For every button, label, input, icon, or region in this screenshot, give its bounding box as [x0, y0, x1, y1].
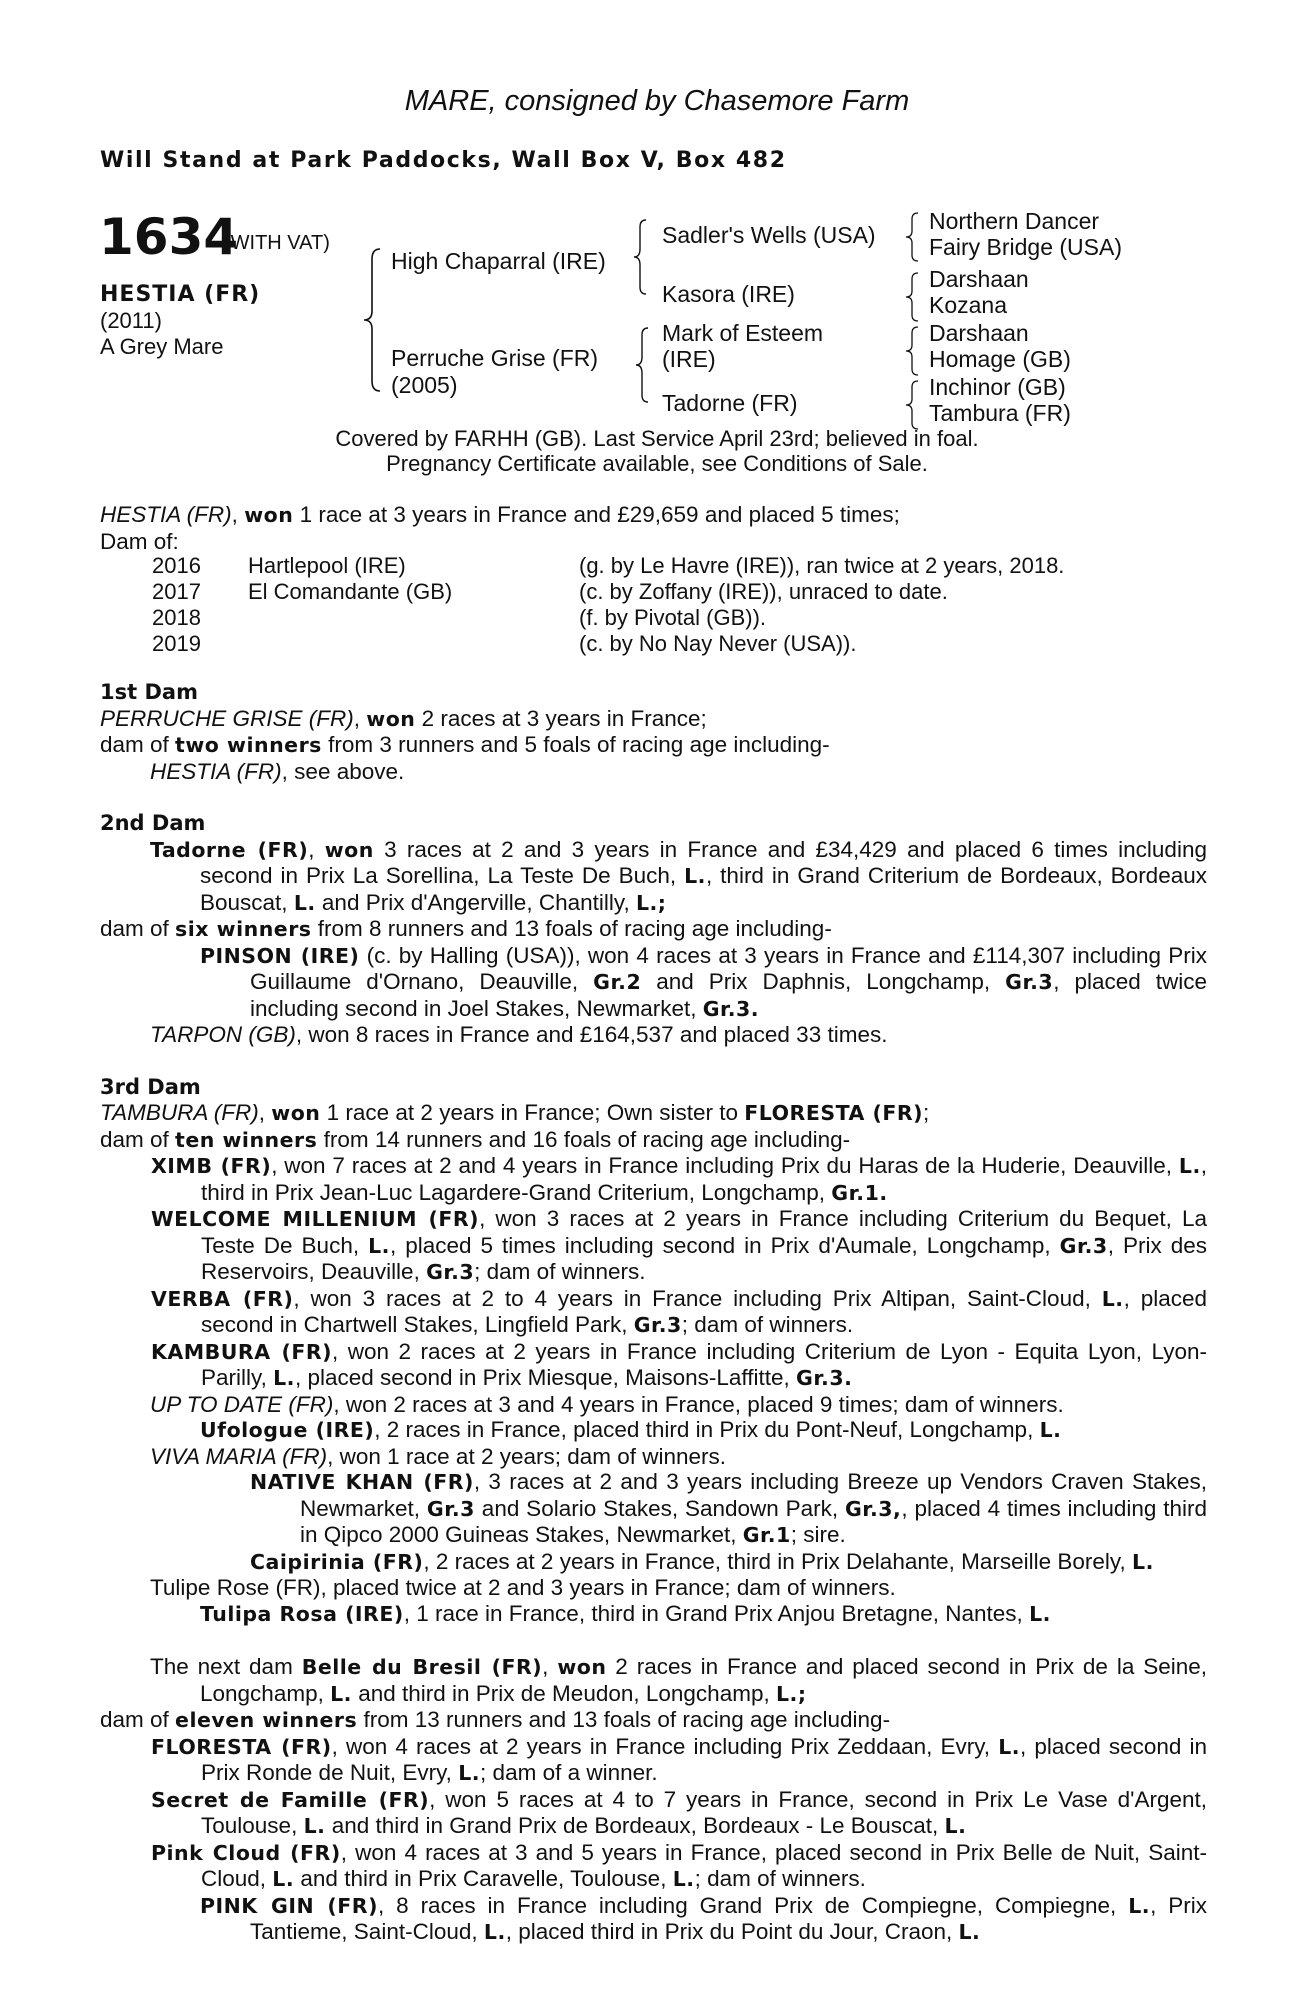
- listed-mark: L.: [998, 1734, 1021, 1759]
- record-text: , won 3 races at 2 years in France including Criterium du Bequet, La Teste De Buch,: [201, 1206, 1207, 1258]
- record-text: 3 races at 2 and 3 years in France and £34,429 and placed 6 times including second in Prix La Sorellina, La Teste De Buch,: [200, 836, 1207, 888]
- comma: ,: [231, 502, 245, 527]
- runners-text: from 3 runners and 5 foals of racing age including-: [321, 732, 830, 757]
- produce-name: Ufologue (IRE): [200, 1418, 375, 1442]
- produce-name: Pink Cloud (FR): [151, 1840, 341, 1865]
- produce-line: Tulipe Rose (FR), placed twice at 2 and 3 years in France; dam of winners.: [150, 1575, 896, 1600]
- pregnancy-note: Pregnancy Certificate available, see Conditions of Sale.: [386, 451, 928, 476]
- record-text: , placed second in Prix Miesque, Maisons-Laffitte,: [294, 1365, 797, 1390]
- record-text: , 8 races in France including Grand Prix de Compiegne, Compiegne,: [377, 1892, 1129, 1918]
- offspring-year: 2016: [152, 553, 201, 578]
- record-text: , won 3 races at 2 to 4 years in France including Prix Altipan, Saint-Cloud,: [293, 1285, 1102, 1311]
- produce-name: NATIVE KHAN (FR): [250, 1470, 474, 1494]
- group-mark: Gr.3.: [702, 996, 760, 1021]
- third-dam-name: TAMBURA (FR): [100, 1100, 259, 1125]
- record-text: ; dam of a winner.: [480, 1760, 658, 1785]
- pedigree-dam-sire: Mark of Esteem: [662, 320, 824, 346]
- record-text: , won 4 races at 2 years in France including Prix Zeddaan, Evry,: [331, 1733, 999, 1759]
- record-text: , won 4 races at 3 and 5 years in France, placed second in Prix Belle de Nuit, Saint-Cloud,: [201, 1839, 1207, 1891]
- offspring-name: [248, 631, 452, 657]
- produce-name: PINSON (IRE): [200, 943, 360, 968]
- pedigree-brace-ss: [902, 210, 924, 264]
- runners-text: from 8 runners and 13 foals of racing age including-: [311, 916, 832, 941]
- record-text: , placed third in Prix du Point du Jour, Craon,: [505, 1919, 959, 1944]
- produce-name: Tulipa Rosa (IRE): [200, 1601, 404, 1626]
- dam-of-text: dam of: [100, 916, 176, 941]
- produce-name: UP TO DATE (FR): [150, 1391, 334, 1417]
- first-dam-record: 2 races at 3 years in France;: [415, 705, 707, 731]
- listed-mark: L.: [273, 1366, 295, 1390]
- group-mark: Gr.3: [426, 1260, 475, 1284]
- pedigree-sss: Northern Dancer: [929, 208, 1100, 234]
- hestia-record: 1 race at 3 years in France and £29,659 and placed 5 times;: [293, 502, 900, 527]
- pedigree-sdd: Kozana: [929, 292, 1008, 318]
- page-header: MARE, consigned by Chasemore Farm: [404, 85, 910, 117]
- record-text: and third in Prix Caravelle, Toulouse,: [294, 1866, 673, 1891]
- record-text: , placed second in Prix Ronde de Nuit, Evry,: [201, 1733, 1208, 1785]
- offspring-year: 2019: [152, 631, 201, 656]
- second-dam-name: Tadorne (FR): [150, 837, 309, 862]
- comma: ,: [258, 1100, 272, 1125]
- record-text: , won 1 race at 2 years; dam of winners.: [327, 1443, 727, 1469]
- offspring-names: [248, 553, 452, 657]
- pedigree-brace-dam: [632, 325, 654, 405]
- group-mark: Gr.3: [426, 1496, 475, 1521]
- group-mark: Gr.1: [742, 1523, 791, 1547]
- offspring-name: El Comandante (GB): [248, 579, 453, 604]
- pedigree-brace-main: [360, 245, 390, 395]
- winners-count: ten winners: [175, 1127, 318, 1152]
- record-text: , 1 race in France, third in Grand Prix Anjou Bretagne, Nantes,: [403, 1600, 1030, 1626]
- winners-count: two winners: [175, 733, 322, 757]
- horse-name: HESTIA (FR): [100, 282, 261, 307]
- record-text: , won 2 races at 3 and 4 years in France, placed 9 times; dam of winners.: [333, 1391, 1064, 1417]
- listed-mark: L.: [330, 1681, 352, 1706]
- dam-of-label: Dam of:: [100, 528, 179, 554]
- group-mark: Gr.3: [1059, 1233, 1108, 1258]
- horse-description: A Grey Mare: [100, 334, 224, 359]
- record-text: and third in Grand Prix de Bordeaux, Bordeaux - Le Bouscat,: [325, 1813, 945, 1838]
- listed-mark: L.;: [635, 890, 667, 915]
- listed-mark: L.: [1178, 1154, 1201, 1178]
- produce-name: TARPON (GB): [150, 1022, 296, 1047]
- produce-name: VIVA MARIA (FR): [150, 1443, 328, 1469]
- produce-name: Caipirinia (FR): [250, 1549, 424, 1574]
- dam-of-text: dam of: [100, 1126, 176, 1152]
- pedigree-brace-dd: [902, 378, 924, 432]
- record-text: ; sire.: [790, 1522, 846, 1547]
- record-text: ; dam of winners.: [681, 1312, 854, 1337]
- offspring-detail: (g. by Le Havre (IRE)), ran twice at 2 years, 2018.: [579, 553, 1065, 578]
- record-text: , placed twice including second in Joel Stakes, Newmarket,: [250, 969, 1207, 1021]
- pedigree-sire-dam: Kasora (IRE): [662, 281, 795, 307]
- listed-mark: L.: [672, 1867, 695, 1891]
- listed-mark: L.: [684, 864, 706, 888]
- winners-count: eleven winners: [175, 1708, 358, 1732]
- pedigree-brace-ds: [902, 324, 924, 378]
- listed-mark: L.: [293, 890, 316, 915]
- record-text: , third in Prix Jean-Luc Lagardere-Grand Criterium, Longchamp,: [201, 1153, 1207, 1205]
- offspring-year: 2018: [152, 605, 201, 630]
- group-mark: Gr.2: [593, 970, 642, 994]
- pedigree-dds: Inchinor (GB): [929, 374, 1066, 400]
- record-text: , placed second in Chartwell Stakes, Lingfield Park,: [201, 1285, 1207, 1337]
- comma: ,: [542, 1654, 558, 1679]
- produce-text: , see above.: [281, 758, 405, 784]
- listed-mark: L.: [368, 1233, 390, 1258]
- produce-name: XIMB (FR): [151, 1154, 272, 1178]
- record-text: , 2 races at 2 years in France, third in Prix Delahante, Marseille Borely,: [423, 1548, 1133, 1574]
- group-mark: Gr.3: [1005, 970, 1054, 994]
- record-text: and Prix Daphnis, Longchamp,: [641, 969, 1006, 994]
- pedigree-brace-sire: [630, 217, 652, 297]
- listed-mark: L.: [958, 1920, 981, 1944]
- record-text: , third in Grand Criterium de Bordeaux, Bordeaux Bouscat,: [200, 863, 1207, 915]
- pedigree-dam-dam: Tadorne (FR): [662, 390, 798, 416]
- next-dam-name: Belle du Bresil (FR): [301, 1655, 543, 1679]
- record-text: and Prix d'Angerville, Chantilly,: [315, 889, 636, 915]
- pedigree-dam-year: (2005): [391, 372, 458, 398]
- record-text: , won 7 races at 2 and 4 years in France including Prix du Haras de la Huderie, Deauville,: [271, 1153, 1179, 1178]
- listed-mark: L.: [458, 1761, 481, 1785]
- horse-year: (2011): [100, 308, 162, 333]
- dam-of-text: dam of: [100, 1707, 176, 1732]
- runners-text: from 14 runners and 16 foals of racing age including-: [317, 1126, 851, 1152]
- lot-number: 1634: [99, 208, 239, 266]
- listed-mark: L.: [1128, 1893, 1151, 1918]
- record-text: 2 races in France and placed second in Prix de la Seine, Longchamp,: [200, 1654, 1207, 1706]
- first-dam-name: PERRUCHE GRISE (FR): [100, 705, 354, 731]
- won-label: won: [324, 837, 374, 862]
- pedigree-dss: Darshaan: [929, 320, 1029, 346]
- won-label: won: [557, 1655, 607, 1679]
- record-text: and Solario Stakes, Sandown Park,: [474, 1495, 845, 1521]
- record-text: and third in Prix de Meudon, Longchamp,: [351, 1680, 776, 1706]
- listed-mark: L.: [1101, 1286, 1124, 1311]
- pedigree-brace-sd: [902, 270, 924, 324]
- semicolon: ;: [923, 1100, 930, 1125]
- listed-mark: L.: [272, 1867, 295, 1891]
- record-text: , placed 4 times including third in Qipco 2000 Guineas Stakes, Newmarket,: [300, 1495, 1207, 1547]
- record-text: , won 5 races at 4 to 7 years in France, second in Prix Le Vase d'Argent, Toulouse,: [201, 1786, 1207, 1838]
- listed-mark: L.;: [775, 1681, 807, 1706]
- comma: ,: [308, 836, 325, 862]
- vat-note: (WITH VAT): [224, 232, 330, 254]
- produce-name: WELCOME MILLENIUM (FR): [151, 1207, 480, 1231]
- runners-text: from 13 runners and 13 foals of racing age including-: [357, 1707, 891, 1732]
- pedigree-dam-sire-suffix: (IRE): [662, 346, 716, 372]
- record-text: , Prix des Reservoirs, Deauville,: [201, 1232, 1207, 1284]
- covered-note: Covered by FARHH (GB). Last Service April 23rd; believed in foal.: [335, 426, 979, 451]
- group-mark: Gr.3,: [844, 1496, 902, 1521]
- produce-name: FLORESTA (FR): [151, 1734, 332, 1759]
- pedigree-sire: High Chaparral (IRE): [391, 248, 606, 274]
- produce-name: PINK GIN (FR): [200, 1893, 378, 1918]
- listed-mark: L.: [1039, 1418, 1062, 1442]
- record-text: , won 8 races in France and £164,537 and placed 33 times.: [295, 1022, 888, 1047]
- pedigree-sire-sire: Sadler's Wells (USA): [662, 222, 876, 248]
- hestia-section: [100, 502, 1207, 554]
- record-text: , placed 5 times including second in Prix d'Aumale, Longchamp,: [389, 1232, 1060, 1258]
- pedigree-body: [100, 680, 1207, 1946]
- listed-mark: L.: [483, 1920, 506, 1944]
- offspring-detail: (c. by No Nay Never (USA)).: [579, 631, 857, 656]
- listed-mark: L.: [944, 1814, 967, 1838]
- offspring-detail: (f. by Pivotal (GB)).: [579, 605, 767, 630]
- pedigree-dsd: Homage (GB): [929, 346, 1071, 372]
- record-text: (c. by Halling (USA)), won 4 races at 3 years in France and £114,307 including Prix Guillaume d'Ornano, Deauville,: [250, 942, 1208, 994]
- produce-name: KAMBURA (FR): [151, 1339, 332, 1364]
- record-text: ; dam of winners.: [694, 1866, 866, 1891]
- record-text: 1 race at 2 years in France; Own sister to: [320, 1100, 745, 1125]
- first-dam-heading: 1st Dam: [100, 680, 198, 704]
- pedigree-sds: Darshaan: [929, 266, 1029, 292]
- offspring-details: [579, 553, 1064, 657]
- sister-name: FLORESTA (FR): [744, 1101, 924, 1125]
- record-text: , 2 races in France, placed third in Prix du Pont-Neuf, Longchamp,: [374, 1417, 1040, 1442]
- record-text: ; dam of winners.: [474, 1259, 646, 1284]
- second-dam-heading: 2nd Dam: [100, 811, 206, 835]
- offspring-year: 2017: [152, 579, 201, 604]
- dam-of-text: dam of: [100, 732, 176, 757]
- pedigree-ddd: Tambura (FR): [929, 400, 1071, 426]
- produce-name: VERBA (FR): [151, 1286, 294, 1311]
- listed-mark: L.: [303, 1814, 326, 1838]
- listed-mark: L.: [1132, 1549, 1154, 1574]
- record-text: , Prix Tantieme, Saint-Cloud,: [250, 1892, 1207, 1944]
- comma: ,: [353, 705, 367, 731]
- offspring-name: Hartlepool (IRE): [248, 553, 406, 578]
- third-dam-heading: 3rd Dam: [100, 1074, 201, 1099]
- winners-count: six winners: [175, 917, 312, 941]
- pedigree-ssd: Fairy Bridge (USA): [929, 234, 1122, 260]
- won-label: won: [244, 503, 294, 527]
- offspring-years: [152, 553, 201, 657]
- produce-name: Secret de Famille (FR): [151, 1787, 430, 1812]
- group-mark: Gr.1.: [831, 1180, 888, 1205]
- won-label: won: [271, 1101, 321, 1125]
- produce-name: HESTIA (FR): [150, 758, 282, 784]
- hestia-name: HESTIA (FR): [100, 502, 232, 527]
- record-text: , 3 races at 2 and 3 years including Breeze up Vendors Craven Stakes, Newmarket,: [300, 1469, 1207, 1521]
- pedigree-dam: Perruche Grise (FR): [391, 345, 599, 371]
- offspring-name: [248, 605, 452, 631]
- offspring-detail: (c. by Zoffany (IRE)), unraced to date.: [579, 579, 948, 604]
- group-mark: Gr.3: [633, 1313, 682, 1337]
- next-dam-text: The next dam: [150, 1654, 302, 1679]
- record-text: , won 2 races at 2 years in France including Criterium de Lyon - Equita Lyon, Lyon-Parilly,: [201, 1338, 1207, 1390]
- stand-location: Will Stand at Park Paddocks, Wall Box V, Box 482: [100, 148, 787, 173]
- group-mark: Gr.3.: [796, 1366, 853, 1390]
- won-label: won: [366, 706, 416, 731]
- listed-mark: L.: [1029, 1601, 1051, 1626]
